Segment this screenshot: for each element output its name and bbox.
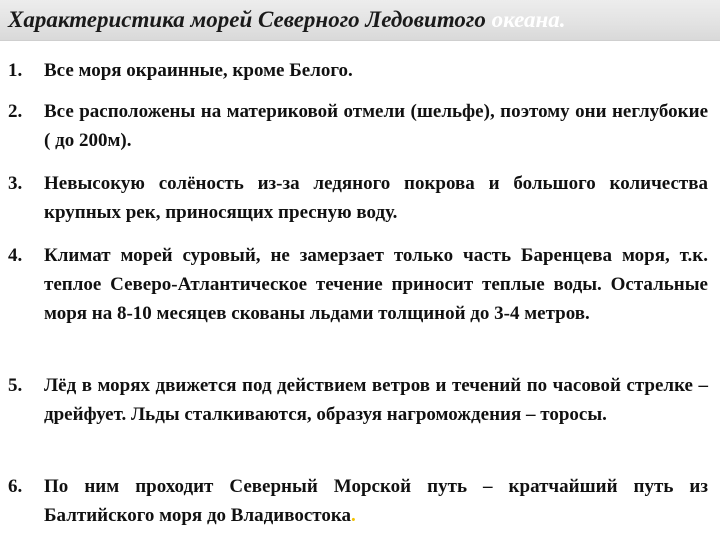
slide-title-main: Характеристика морей Северного Ледовитого xyxy=(8,7,486,32)
list-item-text: Все расположены на материковой отмели (шельфе), поэтому они неглубокие ( до 200м). xyxy=(44,101,708,151)
list-item-text: Лёд в морях движется под действием ветров и течений по часовой стрелке – дрейфует. Льды сталкиваются, образуя нагромождения – торосы. xyxy=(44,375,708,425)
list-item-number: 5. xyxy=(8,375,23,396)
list-item-number: 3. xyxy=(8,173,23,194)
slide-title-faded: океана. xyxy=(485,7,566,32)
title-bar xyxy=(0,0,720,41)
list-item xyxy=(8,472,708,530)
list-item-number: 1. xyxy=(8,60,23,81)
list-item-number: 6. xyxy=(8,476,23,497)
list-item xyxy=(8,56,708,85)
list-item-text: Климат морей суровый, не замерзает только часть Баренцева моря, т.к. теплое Северо-Атлантическое течение приносит теплые воды. Остальные моря на 8-10 месяцев скованы льдами толщиной до 3-4 метров. xyxy=(44,245,708,324)
list-item-text: Все моря окраинные, кроме Белого. xyxy=(44,60,353,81)
list-item xyxy=(8,97,708,155)
list-item-text-body: По ним проходит Северный Морской путь – кратчайший путь из Балтийского моря до Владивостока xyxy=(44,476,708,526)
list-item xyxy=(8,169,708,227)
list-item-number: 4. xyxy=(8,245,23,266)
list-item-text xyxy=(44,472,708,530)
list-item xyxy=(8,371,708,429)
list-item xyxy=(8,241,708,328)
list-item-number: 2. xyxy=(8,101,23,122)
list-item-text: Невысокую солёность из-за ледяного покрова и большого количества крупных рек, приносящих пресную воду. xyxy=(44,173,708,223)
accent-period: . xyxy=(351,505,356,526)
slide-title xyxy=(8,6,566,34)
